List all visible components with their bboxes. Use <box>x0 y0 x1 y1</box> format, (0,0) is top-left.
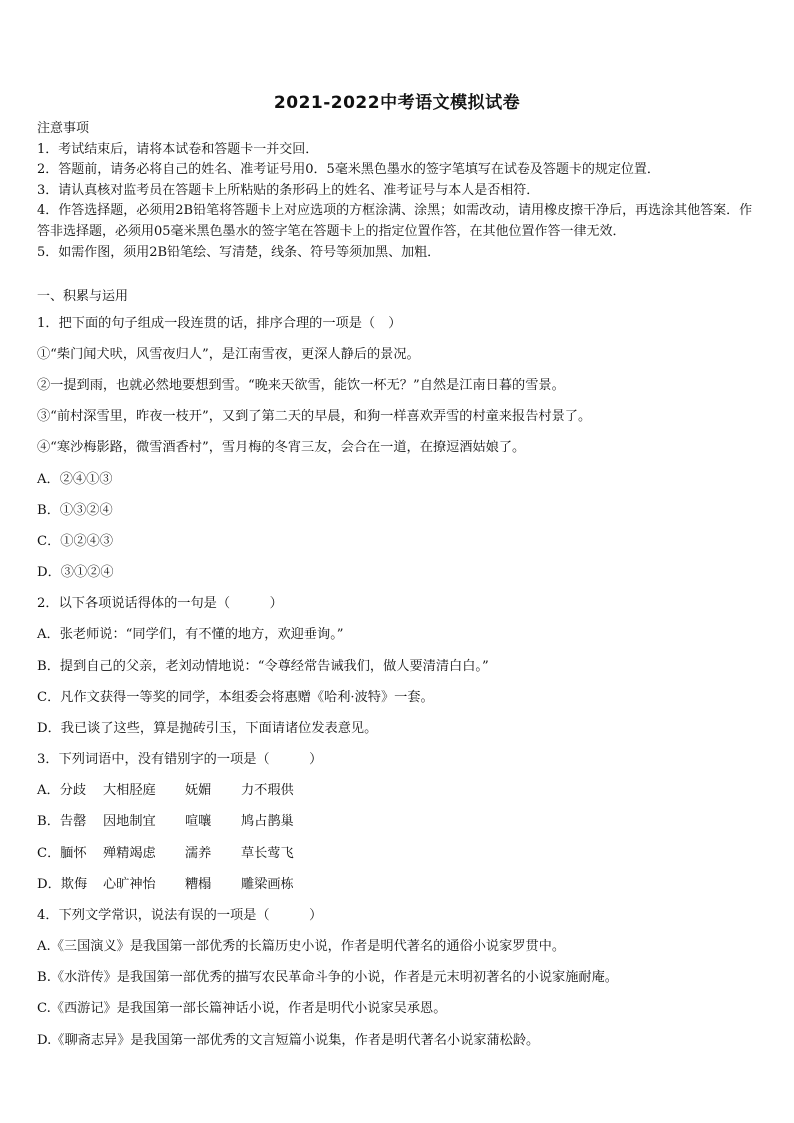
question-4-option-b: B.《水浒传》是我国第一部优秀的描写农民革命斗争的小说，作者是元末明初著名的小说家施耐庵。 <box>37 970 618 985</box>
question-1-option-b: B．①③②④ <box>37 503 113 518</box>
option-word: C．腼怀 <box>37 846 87 861</box>
option-word: 殚精竭虑 <box>103 846 156 861</box>
option-word: 因地制宜 <box>103 814 156 829</box>
option-word: B．告罄 <box>37 814 87 829</box>
question-4-stem: 4．下列文学常识，说法有误的一项是（ ） <box>37 908 323 923</box>
question-2-option-d: D．我已谈了这些，算是抛砖引玉，下面请诸位发表意见。 <box>37 721 378 736</box>
question-1-sentence: ②一提到雨，也就必然地要想到雪。“晚来天欲雪，能饮一杯无？”自然是江南日暮的雪景。 <box>37 378 565 393</box>
page-title: 2021-2022中考语文模拟试卷 <box>273 93 521 113</box>
notice-item: 4．作答选择题，必须用2B铅笔将答题卡上对应选项的方框涂满、涂黑；如需改动，请用橡皮擦干净后，再选涂其他答案．作答非选择题，必须用05毫米黑色墨水的签字笔在答题卡上的指定位置作答，在其他位置作答一律无效． <box>37 203 753 239</box>
question-4-option-d: D.《聊斋志异》是我国第一部优秀的文言短篇小说集，作者是明代著名小说家蒲松龄。 <box>37 1033 540 1048</box>
section-heading: 一、积累与运用 <box>37 289 129 304</box>
question-1-stem: 1．把下面的句子组成一段连贯的话，排序合理的一项是（ ） <box>37 316 402 331</box>
question-3-stem: 3．下列词语中，没有错别字的一项是（ ） <box>37 752 323 767</box>
question-1-sentence: ④“寒沙梅影路，微雪酒香村”，雪月梅的冬宵三友，会合在一道，在撩逗酒姑娘了。 <box>37 440 526 455</box>
question-3-option-b <box>37 810 294 829</box>
option-word: 大相胫庭 <box>103 783 156 798</box>
option-word: 雕梁画栋 <box>241 877 294 892</box>
option-word: 濡养 <box>185 846 212 861</box>
option-word: A．分歧 <box>37 783 87 798</box>
option-word: 心旷神怡 <box>103 877 156 892</box>
notice-item: 2．答题前，请务必将自己的姓名、准考证号用0．5毫米黑色墨水的签字笔填写在试卷及答题卡的规定位置． <box>37 162 660 178</box>
question-1-option-c: C．①②④③ <box>37 534 114 549</box>
notice-item: 5．如需作图，须用2B铅笔绘、写清楚，线条、符号等须加黑、加粗． <box>37 244 441 260</box>
question-2-option-b: B．提到自己的父亲，老刘动情地说：“令尊经常告诫我们，做人要清清白白。” <box>37 659 489 674</box>
question-3-option-a <box>37 779 294 798</box>
option-word: 草长莺飞 <box>241 846 294 861</box>
option-word: 喧嚷 <box>185 814 212 829</box>
question-1-sentence: ③“前村深雪里，昨夜一枝开”，又到了第二天的早晨，和狗一样喜欢弄雪的村童来报告村景了。 <box>37 409 592 424</box>
notice-item: 1．考试结束后，请将本试卷和答题卡一并交回． <box>37 141 319 157</box>
notice-heading: 注意事项 <box>37 121 90 136</box>
question-3-option-c <box>37 842 294 861</box>
option-word: D．欺侮 <box>37 877 88 892</box>
question-3-option-d <box>37 873 294 892</box>
question-1-option-a: A．②④①③ <box>37 472 113 487</box>
notice-block <box>37 119 762 263</box>
question-1-option-d: D．③①②④ <box>37 565 114 580</box>
question-2-option-c: C．凡作文获得一等奖的同学，本组委会将惠赠《哈利·波特》一套。 <box>37 690 434 705</box>
option-word: 力不瑕供 <box>241 783 294 798</box>
question-2-stem: 2．以下各项说话得体的一句是（ ） <box>37 596 283 611</box>
question-1-sentence: ①“柴门闻犬吠，风雪夜归人”，是江南雪夜，更深人静后的景况。 <box>37 347 420 362</box>
option-word: 糟榻 <box>185 877 212 892</box>
notice-item: 3．请认真核对监考员在答题卡上所粘贴的条形码上的姓名、准考证号与本人是否相符． <box>37 182 540 198</box>
question-4-option-a: A.《三国演义》是我国第一部优秀的长篇历史小说，作者是明代著名的通俗小说家罗贯中。 <box>37 939 566 954</box>
option-word: 鸠占鹊巢 <box>241 814 294 829</box>
question-4-option-c: C.《西游记》是我国第一部长篇神话小说，作者是明代小说家吴承恩。 <box>37 1001 447 1016</box>
option-word: 妩媚 <box>185 783 212 798</box>
question-2-option-a: A．张老师说：“同学们，有不懂的地方，欢迎垂询。” <box>37 627 344 642</box>
